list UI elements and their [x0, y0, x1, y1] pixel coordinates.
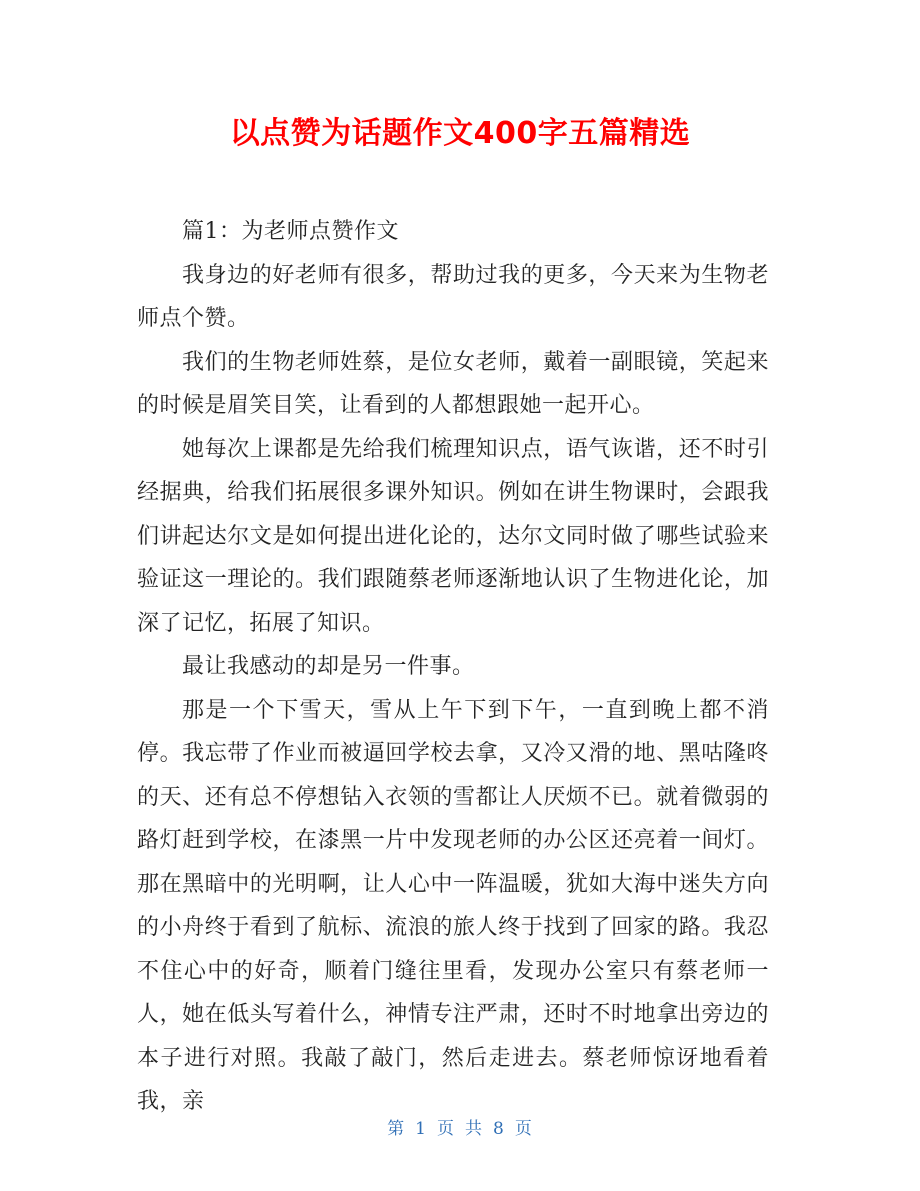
page-footer — [0, 1114, 920, 1139]
document-title: 以点赞为话题作文400字五篇精选 — [229, 116, 691, 151]
footer-total-unit: 页 — [514, 1119, 533, 1139]
footer-current-page: 1 — [415, 1119, 427, 1139]
document-body — [137, 210, 769, 1124]
footer-total-pages: 8 — [493, 1119, 505, 1139]
paragraph-2: 我们的生物老师姓蔡，是位女老师，戴着一副眼镜，笑起来的时候是眉笑目笑，让看到的人都想跟她一起开心。 — [137, 349, 769, 418]
paragraph-5: 那是一个下雪天，雪从上午下到下午，一直到晚上都不消停。我忘带了作业而被逼回学校去拿，又冷又滑的地、黑咕隆咚的天、还有总不停想钻入衣领的雪都让人厌烦不已。就着微弱的路灯赶到学校，在漆黑一片中发现老师的办公区还亮着一间灯。那在黑暗中的光明啊，让人心中一阵温暖，犹如大海中迷失方向的小舟终于看到了航标、流浪的旅人终于找到了回家的路。我忍不住心中的好奇，顺着门缝往里看，发现办公室只有蔡老师一人，她在低头写着什么，神情专注严肃，还时不时地拿出旁边的本子进行对照。我敲了敲门，然后走进去。蔡老师惊讶地看着我，亲 — [137, 697, 769, 1114]
section-heading: 篇1：为老师点赞作文 — [182, 219, 399, 244]
paragraph-4: 最让我感动的却是另一件事。 — [182, 654, 475, 679]
footer-page-unit: 页 — [437, 1119, 455, 1139]
paragraph-1: 我身边的好老师有很多，帮助过我的更多，今天来为生物老师点个赞。 — [137, 262, 769, 331]
footer-page-label: 第 — [387, 1119, 406, 1139]
paragraph-3: 她每次上课都是先给我们梳理知识点，语气诙谐，还不时引经据典，给我们拓展很多课外知识。例如在讲生物课时，会跟我们讲起达尔文是如何提出进化论的，达尔文同时做了哪些试验来验证这一理论的。我们跟随蔡老师逐渐地认识了生物进化论，加深了记忆，拓展了知识。 — [137, 436, 769, 636]
footer-total-label: 共 — [465, 1119, 483, 1139]
